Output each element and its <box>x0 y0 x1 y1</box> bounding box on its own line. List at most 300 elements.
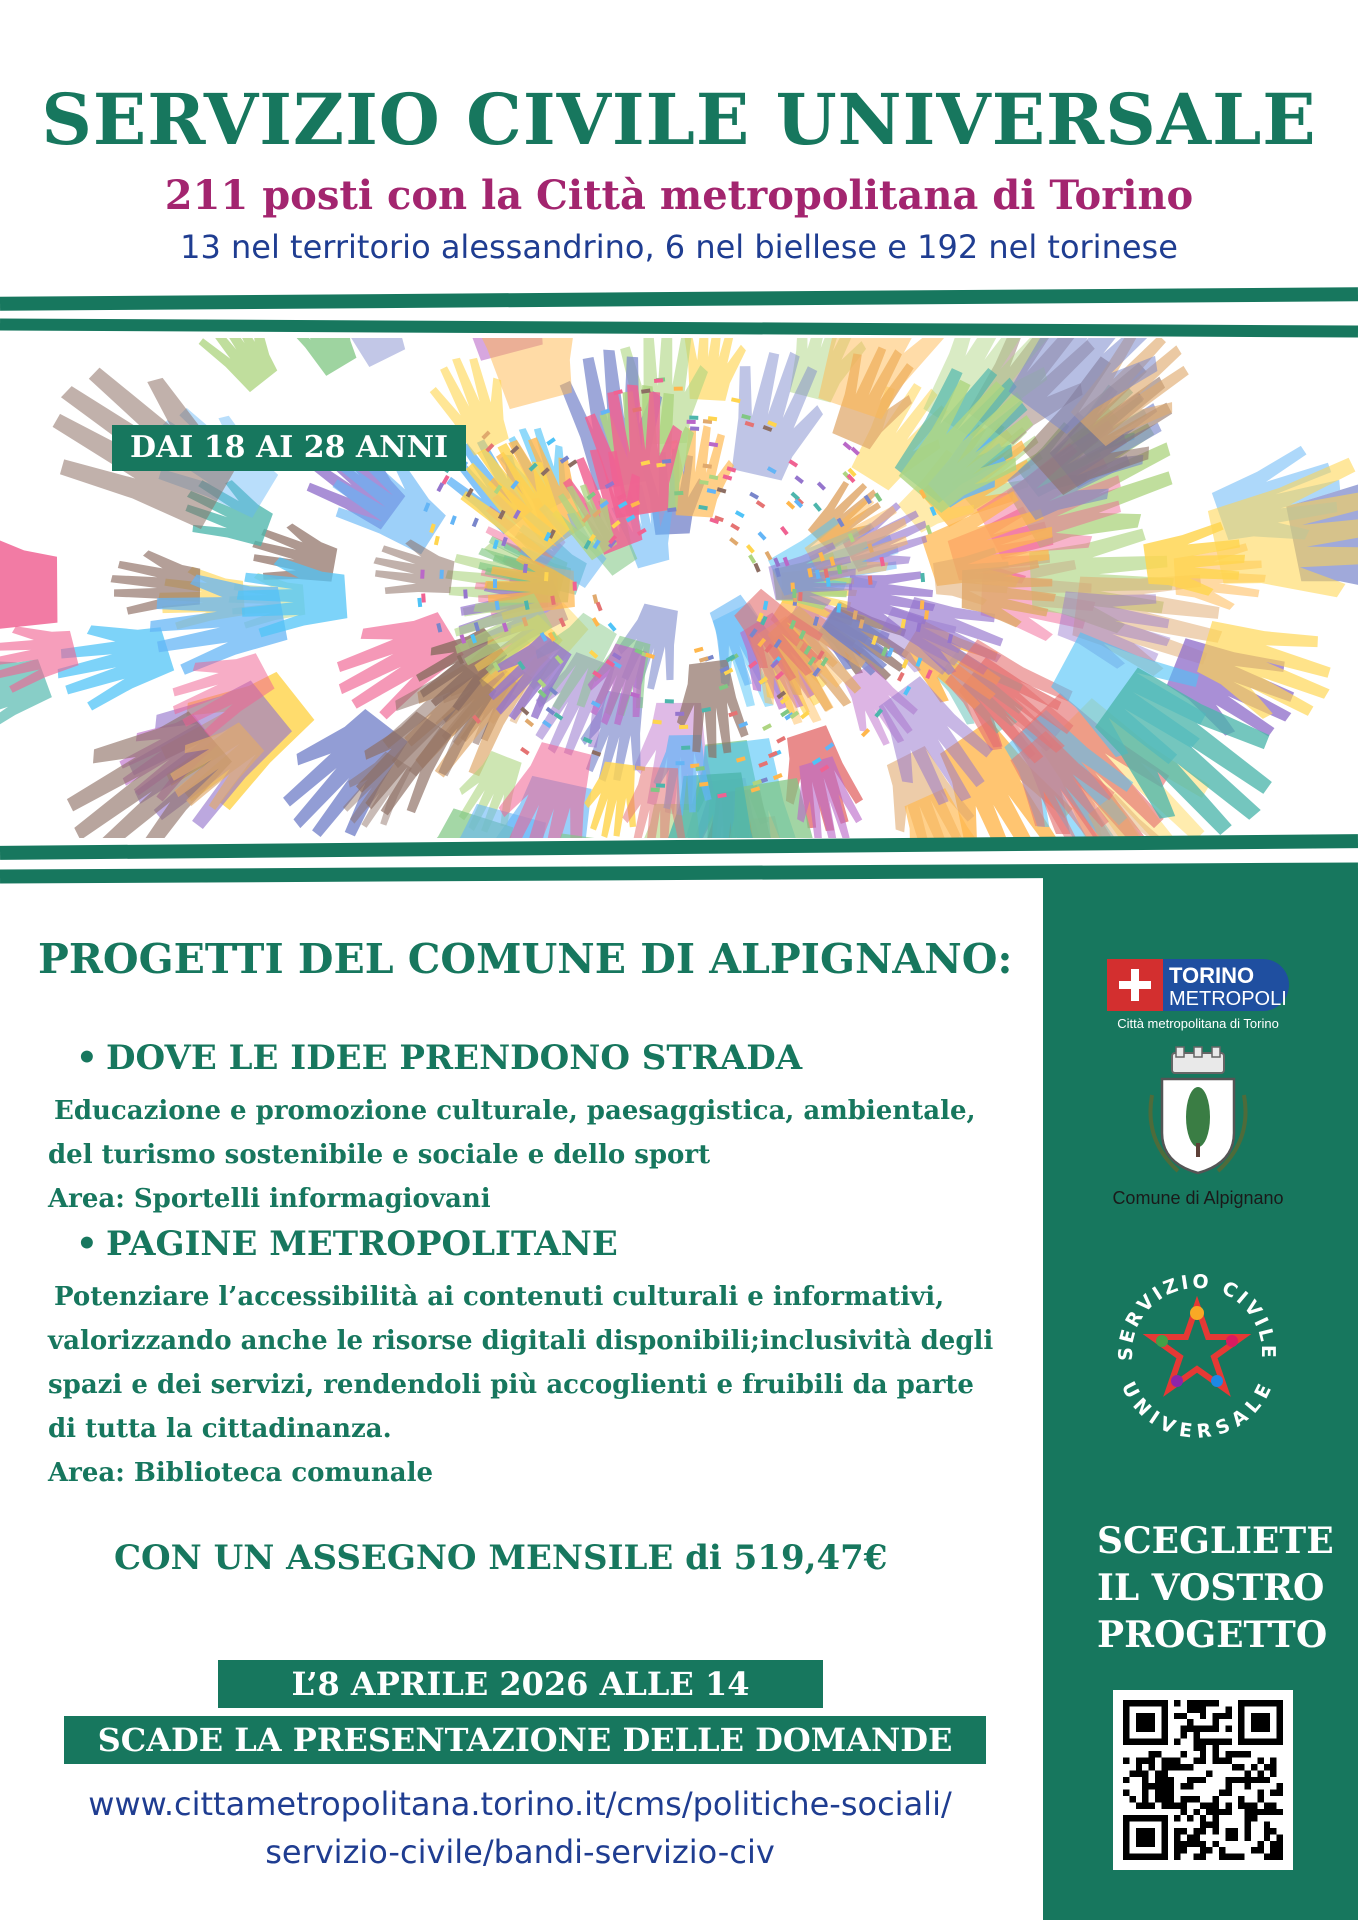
qr-module <box>1161 1790 1167 1796</box>
qr-module <box>1270 1764 1276 1770</box>
qr-module <box>1238 1802 1244 1808</box>
qr-module <box>1213 1738 1219 1744</box>
confetti-mark <box>920 573 925 582</box>
confetti-mark <box>596 602 603 612</box>
qr-module <box>1213 1745 1219 1751</box>
qr-module <box>1136 1828 1155 1847</box>
qr-module <box>1257 1777 1263 1783</box>
qr-module <box>1213 1726 1219 1732</box>
cta-line: SCEGLIETE <box>1097 1520 1334 1562</box>
qr-module <box>1200 1751 1206 1757</box>
qr-module <box>1232 1834 1238 1840</box>
qr-module <box>1264 1809 1270 1815</box>
qr-module <box>1193 1726 1199 1732</box>
qr-module <box>1213 1751 1219 1757</box>
qr-module <box>1161 1777 1167 1783</box>
qr-module <box>1174 1758 1180 1764</box>
qr-module <box>1200 1700 1206 1706</box>
qr-module <box>1206 1809 1212 1815</box>
qr-module <box>1238 1796 1244 1802</box>
alpignano-crest-icon <box>1138 1045 1258 1180</box>
qr-module <box>1174 1834 1180 1840</box>
qr-module <box>1219 1854 1225 1860</box>
qr-module <box>1187 1815 1193 1821</box>
confetti-mark <box>665 699 674 703</box>
confetti-mark <box>463 589 468 598</box>
project-description-block <box>48 1275 1008 1495</box>
qr-module <box>1142 1790 1148 1796</box>
qr-module <box>1149 1764 1155 1770</box>
qr-module <box>1181 1828 1187 1834</box>
qr-module <box>1181 1809 1187 1815</box>
confetti-mark <box>436 482 444 492</box>
qr-module <box>1181 1796 1187 1802</box>
qr-module <box>1264 1822 1270 1828</box>
qr-module <box>1251 1815 1257 1821</box>
confetti-mark <box>843 442 852 451</box>
confetti-mark <box>434 536 440 546</box>
hand-shape <box>370 535 457 603</box>
scu-logo-top-text: SERVIZIO CIVILE <box>1114 1270 1280 1361</box>
qr-module <box>1161 1764 1167 1770</box>
confetti-mark <box>450 515 457 525</box>
qr-module <box>1245 1815 1251 1821</box>
qr-module <box>1149 1783 1155 1789</box>
torino-logo-caption: Città metropolitana di Torino <box>1117 1016 1279 1031</box>
qr-module <box>1181 1751 1187 1757</box>
confetti-mark <box>689 416 698 420</box>
qr-module <box>1225 1777 1231 1783</box>
confetti-mark <box>472 517 479 527</box>
age-range-badge: DAI 18 AI 28 ANNI <box>112 425 466 471</box>
qr-module <box>1245 1770 1251 1776</box>
qr-module <box>1181 1764 1187 1770</box>
qr-module <box>1251 1713 1270 1732</box>
qr-module <box>1155 1796 1161 1802</box>
qr-module <box>1136 1764 1142 1770</box>
qr-module <box>1232 1777 1238 1783</box>
confetti-mark <box>874 492 882 502</box>
qr-module <box>1232 1854 1238 1860</box>
qr-module <box>1193 1706 1199 1712</box>
qr-module <box>1174 1815 1180 1821</box>
qr-module <box>1155 1770 1161 1776</box>
qr-module <box>1213 1809 1219 1815</box>
qr-module <box>1245 1751 1251 1757</box>
qr-module <box>1257 1796 1263 1802</box>
confetti-mark <box>735 510 745 518</box>
qr-module <box>1277 1809 1283 1815</box>
qr-module <box>1181 1732 1187 1738</box>
qr-module <box>1149 1802 1155 1808</box>
qr-module <box>1168 1796 1174 1802</box>
confetti-mark <box>679 725 688 729</box>
divider-stripe <box>0 318 1358 337</box>
qr-module <box>1245 1783 1251 1789</box>
qr-module <box>1174 1802 1180 1808</box>
qr-module <box>1200 1706 1206 1712</box>
qr-module <box>1219 1790 1225 1796</box>
qr-module <box>1200 1847 1206 1853</box>
qr-module <box>1174 1700 1180 1706</box>
qr-module <box>1193 1834 1199 1840</box>
project-description: Educazione e promozione culturale, paesaggistica, ambientale, del turismo sostenibile e sociale e dello sport <box>48 1096 976 1170</box>
confetti-mark <box>776 736 786 744</box>
qr-module <box>1161 1783 1167 1789</box>
confetti-mark <box>758 531 767 540</box>
confetti-mark <box>813 502 822 511</box>
qr-module <box>1174 1841 1180 1847</box>
qr-module <box>1232 1764 1238 1770</box>
confetti-mark <box>826 578 831 587</box>
qr-module <box>1193 1732 1199 1738</box>
info-link-line[interactable]: www.cittametropolitana.torino.it/cms/politiche-sociali/ <box>88 1785 952 1823</box>
confetti-mark <box>687 420 696 424</box>
confetti-mark <box>675 712 684 716</box>
confetti-mark <box>749 492 759 500</box>
monthly-allowance: CON UN ASSEGNO MENSILE di 519,47€ <box>114 1538 888 1578</box>
torino-logo-text: TORINO <box>1169 963 1255 988</box>
qr-module <box>1225 1802 1231 1808</box>
hands-illustration <box>0 338 1358 838</box>
qr-module <box>1187 1764 1193 1770</box>
hand-shape <box>1203 450 1358 620</box>
qr-module <box>1123 1777 1129 1783</box>
qr-module <box>1270 1809 1276 1815</box>
qr-module <box>1193 1738 1199 1744</box>
qr-module <box>1257 1758 1263 1764</box>
qr-module <box>1245 1777 1251 1783</box>
project-name: PAGINE METROPOLITANE <box>106 1224 618 1264</box>
qr-module <box>1123 1758 1129 1764</box>
qr-module <box>1200 1841 1206 1847</box>
qr-module <box>1193 1828 1199 1834</box>
qr-module <box>1225 1713 1231 1719</box>
torino-metropoli-logo <box>1107 955 1289 1013</box>
confetti-mark <box>765 551 773 561</box>
qr-module <box>1187 1719 1193 1725</box>
qr-module <box>1251 1764 1257 1770</box>
divider-stripe <box>0 287 1358 310</box>
confetti-mark <box>762 723 772 731</box>
qr-module <box>1136 1713 1155 1732</box>
qr-module <box>1245 1809 1251 1815</box>
confetti-mark <box>746 544 755 553</box>
qr-module <box>1155 1751 1161 1757</box>
qr-module <box>1200 1815 1206 1821</box>
qr-module <box>1213 1796 1219 1802</box>
confetti-mark <box>546 437 556 445</box>
hand-shape <box>0 524 58 644</box>
qr-module <box>1168 1777 1174 1783</box>
qr-module <box>1168 1783 1174 1789</box>
qr-module <box>1187 1700 1193 1706</box>
confetti-mark <box>694 647 704 653</box>
qr-module <box>1225 1809 1231 1815</box>
qr-module <box>1206 1738 1212 1744</box>
qr-module <box>1264 1828 1270 1834</box>
comune-label: Comune di Alpignano <box>1112 1188 1284 1208</box>
confetti-mark <box>651 788 660 793</box>
confetti-mark <box>798 592 802 601</box>
qr-module <box>1168 1764 1174 1770</box>
bullet-icon: • <box>76 1224 98 1264</box>
qr-module <box>1193 1700 1199 1706</box>
servizio-civile-logo <box>1102 1253 1292 1443</box>
qr-module <box>1200 1802 1206 1808</box>
confetti-mark <box>654 378 663 383</box>
qr-module <box>1245 1828 1251 1834</box>
qr-module <box>1187 1796 1193 1802</box>
qr-module <box>1213 1802 1219 1808</box>
qr-module <box>1142 1802 1148 1808</box>
qr-module <box>1142 1758 1148 1764</box>
qr-module <box>1238 1777 1244 1783</box>
qr-module <box>1168 1802 1174 1808</box>
confetti-mark <box>794 475 804 484</box>
confetti-mark <box>780 526 789 536</box>
qr-module <box>1155 1790 1161 1796</box>
cta-line: IL VOSTRO <box>1097 1567 1325 1609</box>
qr-module <box>1213 1815 1219 1821</box>
qr-module <box>1142 1777 1148 1783</box>
qr-module <box>1232 1828 1238 1834</box>
confetti-mark <box>421 593 426 602</box>
qr-module <box>1225 1706 1231 1712</box>
qr-module <box>1213 1828 1219 1834</box>
qr-module <box>1270 1841 1276 1847</box>
confetti-mark <box>573 582 577 591</box>
qr-module <box>1193 1809 1199 1815</box>
qr-module <box>1238 1764 1244 1770</box>
qr-module <box>1245 1834 1251 1840</box>
qr-module <box>1213 1822 1219 1828</box>
qr-module <box>1161 1796 1167 1802</box>
qr-module <box>1200 1822 1206 1828</box>
confetti-mark <box>920 600 925 609</box>
qr-module <box>1187 1841 1193 1847</box>
qr-module <box>1225 1751 1231 1757</box>
bullet-icon: • <box>76 1038 98 1078</box>
qr-module <box>1136 1770 1142 1776</box>
qr-module <box>1193 1796 1199 1802</box>
qr-module <box>1225 1828 1231 1834</box>
confetti-mark <box>417 598 422 607</box>
confetti-mark <box>729 537 739 546</box>
qr-module <box>1174 1847 1180 1853</box>
confetti-mark <box>520 747 530 755</box>
confetti-mark <box>681 746 690 750</box>
confetti-mark <box>439 570 443 579</box>
qr-module <box>1187 1783 1193 1789</box>
confetti-mark <box>756 500 766 508</box>
qr-module <box>1193 1777 1199 1783</box>
qr-module <box>1149 1758 1155 1764</box>
posts-distribution: 13 nel territorio alessandrino, 6 nel biellese e 192 nel torinese <box>180 228 1178 266</box>
qr-module <box>1213 1758 1219 1764</box>
qr-module <box>1264 1854 1270 1860</box>
project-title <box>76 1038 802 1078</box>
qr-module <box>1219 1847 1225 1853</box>
qr-module <box>1270 1770 1276 1776</box>
confetti-mark <box>493 579 497 588</box>
qr-module <box>1225 1738 1231 1744</box>
qr-module <box>1181 1713 1187 1719</box>
qr-module <box>1257 1770 1263 1776</box>
qr-module <box>1213 1713 1219 1719</box>
confetti-mark <box>730 523 740 531</box>
qr-module <box>1251 1777 1257 1783</box>
qr-module <box>1225 1834 1231 1840</box>
qr-module <box>1270 1847 1276 1853</box>
qr-module <box>1277 1834 1283 1840</box>
qr-module <box>1251 1809 1257 1815</box>
qr-module <box>1277 1854 1283 1860</box>
qr-module <box>1257 1809 1263 1815</box>
qr-module <box>1219 1758 1225 1764</box>
scu-logo-bottom-text: UNIVERSALE <box>1116 1378 1278 1443</box>
info-link[interactable] <box>0 1780 1040 1876</box>
qr-module <box>1155 1783 1161 1789</box>
qr-module <box>1161 1802 1167 1808</box>
qr-module <box>1213 1700 1219 1706</box>
confetti-mark <box>817 481 826 490</box>
qr-module <box>1200 1738 1206 1744</box>
qr-module <box>1232 1751 1238 1757</box>
confetti-mark <box>676 761 685 765</box>
qr-module <box>1213 1719 1219 1725</box>
qr-module <box>1149 1751 1155 1757</box>
qr-module <box>1219 1809 1225 1815</box>
confetti-mark <box>788 459 798 467</box>
info-link-line[interactable]: servizio-civile/bandi-servizio-civ <box>265 1833 775 1871</box>
confetti-mark <box>754 563 761 573</box>
qr-module <box>1193 1758 1199 1764</box>
confetti-mark <box>690 426 699 430</box>
project-description-block <box>48 1089 1028 1221</box>
qr-module <box>1200 1758 1206 1764</box>
qr-module <box>1136 1802 1142 1808</box>
qr-module <box>1187 1706 1193 1712</box>
confetti-mark <box>897 672 905 682</box>
qr-code[interactable] <box>1113 1690 1293 1870</box>
qr-module <box>1161 1770 1167 1776</box>
qr-module <box>1136 1758 1142 1764</box>
confetti-mark <box>544 572 549 581</box>
qr-module <box>1238 1751 1244 1757</box>
qr-module <box>1193 1854 1199 1860</box>
qr-module <box>1264 1777 1270 1783</box>
qr-module <box>1206 1802 1212 1808</box>
qr-module <box>1219 1713 1225 1719</box>
qr-module <box>1238 1854 1244 1860</box>
confetti-mark <box>656 783 665 787</box>
project-title <box>76 1224 618 1264</box>
project-name: DOVE LE IDEE PRENDONO STRADA <box>106 1038 803 1078</box>
qr-module <box>1193 1745 1199 1751</box>
qr-module <box>1225 1726 1231 1732</box>
qr-module <box>1181 1847 1187 1853</box>
choose-project-callout <box>1097 1518 1337 1659</box>
qr-module <box>1181 1802 1187 1808</box>
qr-module <box>1200 1726 1206 1732</box>
qr-module <box>1257 1847 1263 1853</box>
qr-module <box>1174 1828 1180 1834</box>
qr-module <box>1206 1770 1212 1776</box>
confetti-mark <box>525 718 535 727</box>
qr-module <box>1200 1828 1206 1834</box>
confetti-mark <box>868 576 873 585</box>
confetti-mark <box>420 570 424 579</box>
qr-module <box>1193 1841 1199 1847</box>
qr-module <box>1251 1847 1257 1853</box>
project-description: Potenziare l’accessibilità ai contenuti culturali e informativi, valorizzando anche le risorse digitali disponibili;inclusività degli spazi e dei servizi, rendendoli più accoglienti e fruibili da parte di tutta la cittadinanza. <box>48 1282 994 1444</box>
qr-module <box>1206 1726 1212 1732</box>
qr-module <box>1270 1828 1276 1834</box>
qr-module <box>1161 1758 1167 1764</box>
confetti-mark <box>674 491 683 495</box>
metropoli-logo-text: METROPOLI <box>1169 988 1287 1010</box>
qr-module <box>1129 1770 1135 1776</box>
poster-title: SERVIZIO CIVILE UNIVERSALE <box>41 78 1317 161</box>
project-area: Area: Sportelli informagiovani <box>48 1184 491 1214</box>
qr-module <box>1174 1764 1180 1770</box>
qr-module <box>1200 1713 1206 1719</box>
deadline-text: SCADE LA PRESENTAZIONE DELLE DOMANDE <box>64 1716 986 1764</box>
qr-module <box>1277 1783 1283 1789</box>
qr-module <box>1168 1758 1174 1764</box>
qr-module <box>1181 1726 1187 1732</box>
deadline-date: L’8 APRILE 2026 ALLE 14 <box>218 1660 823 1708</box>
qr-module <box>1270 1790 1276 1796</box>
qr-module <box>1181 1841 1187 1847</box>
qr-module <box>1277 1841 1283 1847</box>
qr-module <box>1225 1790 1231 1796</box>
qr-module <box>1270 1758 1276 1764</box>
qr-module <box>1264 1764 1270 1770</box>
confetti-mark <box>674 387 683 391</box>
qr-module <box>1264 1834 1270 1840</box>
svg-text:UNIVERSALE <box>1117 1378 1277 1443</box>
qr-module <box>1225 1854 1231 1860</box>
qr-module <box>1181 1783 1187 1789</box>
qr-module <box>1270 1854 1276 1860</box>
confetti-mark <box>568 459 578 467</box>
qr-module <box>1200 1777 1206 1783</box>
qr-module <box>1206 1847 1212 1853</box>
qr-module <box>1225 1783 1231 1789</box>
qr-module <box>1174 1854 1180 1860</box>
qr-module <box>1257 1841 1263 1847</box>
qr-module <box>1142 1770 1148 1776</box>
qr-module <box>1219 1738 1225 1744</box>
qr-module <box>1123 1790 1129 1796</box>
qr-module <box>1142 1796 1148 1802</box>
cta-line: PROGETTO <box>1097 1614 1328 1656</box>
qr-module <box>1225 1758 1231 1764</box>
qr-module <box>1264 1802 1270 1808</box>
qr-module <box>1277 1847 1283 1853</box>
qr-module <box>1206 1822 1212 1828</box>
qr-module <box>1245 1802 1251 1808</box>
qr-module <box>1155 1777 1161 1783</box>
qr-module <box>1251 1802 1257 1808</box>
confetti-mark <box>792 589 796 598</box>
qr-module <box>1213 1841 1219 1847</box>
qr-module <box>1142 1783 1148 1789</box>
qr-module <box>1187 1726 1193 1732</box>
qr-module <box>1277 1790 1283 1796</box>
